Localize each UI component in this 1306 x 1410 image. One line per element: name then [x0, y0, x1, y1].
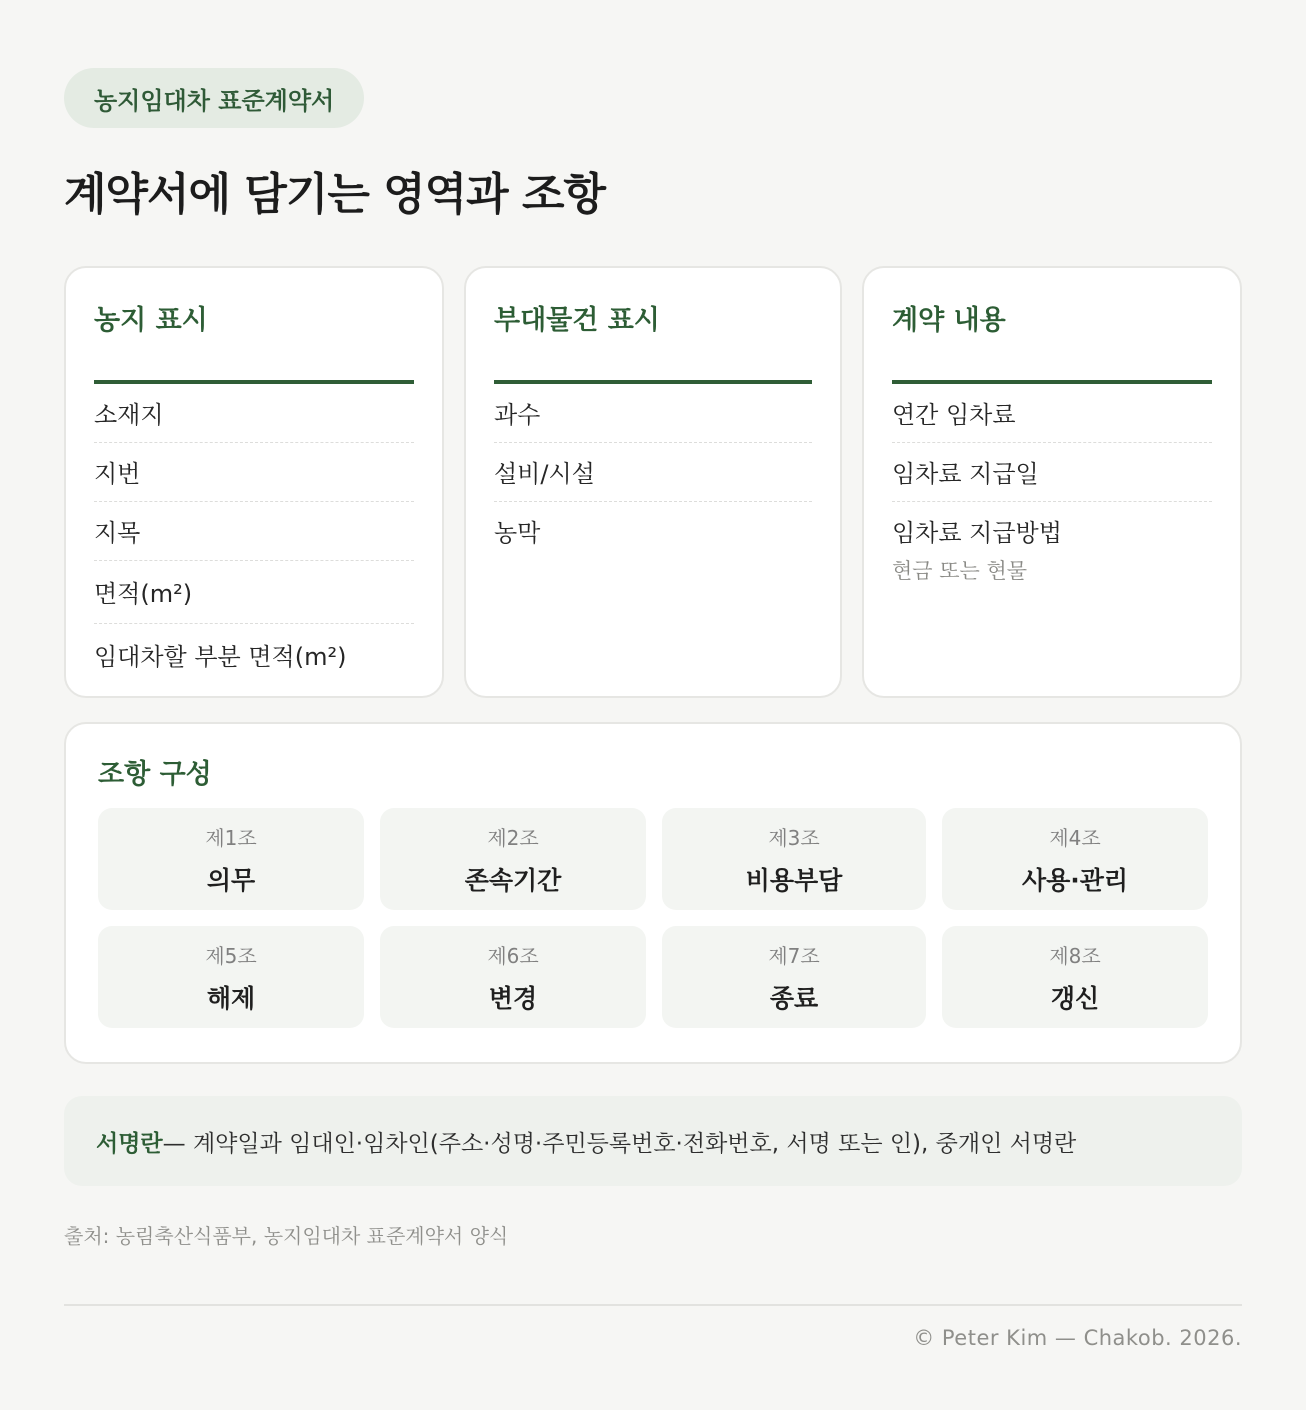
signature-label: 서명란 — [96, 1130, 163, 1157]
list-item: 연간 임차료 — [892, 384, 1212, 443]
clause-number: 제6조 — [487, 943, 539, 968]
clause-name: 존속기간 — [464, 865, 562, 895]
clause-name: 갱신 — [1050, 983, 1100, 1013]
clause-name: 변경 — [488, 983, 538, 1013]
clause-name: 비용부담 — [745, 865, 843, 895]
card-contract — [862, 266, 1242, 698]
clause-number: 제5조 — [205, 943, 257, 968]
card-farmland — [64, 266, 444, 698]
card-heading: 부대물건 표시 — [494, 296, 812, 384]
card-heading: 농지 표시 — [94, 296, 414, 384]
clause-name: 의무 — [206, 865, 256, 895]
clause-number: 제7조 — [768, 943, 820, 968]
copyright: © Peter Kim — Chakob. 2026. — [913, 1326, 1242, 1350]
list-item: 과수 — [494, 384, 812, 443]
clauses-heading: 조항 구성 — [98, 759, 212, 790]
card-heading: 계약 내용 — [892, 296, 1212, 384]
list-item: 면적(m²) — [94, 561, 414, 624]
clauses-panel — [64, 722, 1242, 1064]
clause-number: 제3조 — [768, 825, 820, 850]
clause-number: 제8조 — [1049, 943, 1101, 968]
list-item: 설비/시설 — [494, 443, 812, 502]
document-badge: 농지임대차 표준계약서 — [64, 68, 364, 128]
clause-name: 해제 — [206, 983, 256, 1013]
divider — [64, 1304, 1242, 1306]
list-item: 농막 — [494, 519, 541, 547]
list-item — [892, 502, 1212, 598]
source-note: 출처: 농림축산식품부, 농지임대차 표준계약서 양식 — [64, 1224, 509, 1248]
clause-tile — [942, 926, 1208, 1028]
list-item-label: 임차료 지급방법 — [892, 519, 1062, 547]
clause-tile — [662, 926, 926, 1028]
clause-tile — [942, 808, 1208, 910]
clause-number: 제2조 — [487, 825, 539, 850]
clause-tile — [98, 808, 364, 910]
clause-tile — [98, 926, 364, 1028]
clause-number: 제4조 — [1049, 825, 1101, 850]
clause-name: 종료 — [769, 983, 819, 1013]
clause-tile — [662, 808, 926, 910]
clause-tile — [380, 808, 646, 910]
list-item: 소재지 — [94, 384, 414, 443]
signature-note — [64, 1096, 1242, 1186]
page-title: 계약서에 담기는 영역과 조항 — [64, 169, 606, 220]
signature-text: — 계약일과 임대인·임차인(주소·성명·주민등록번호·전화번호, 서명 또는 인), 중개인 서명란 — [162, 1130, 1077, 1157]
clause-number: 제1조 — [205, 825, 257, 850]
list-item: 지목 — [94, 502, 414, 561]
clause-name: 사용·관리 — [1021, 865, 1129, 895]
list-item: 지번 — [94, 443, 414, 502]
list-item-note: 현금 또는 현물 — [892, 559, 1028, 583]
card-attachments — [464, 266, 842, 698]
clause-tile — [380, 926, 646, 1028]
list-item: 임대차할 부분 면적(m²) — [94, 643, 347, 671]
list-item: 임차료 지급일 — [892, 443, 1212, 502]
